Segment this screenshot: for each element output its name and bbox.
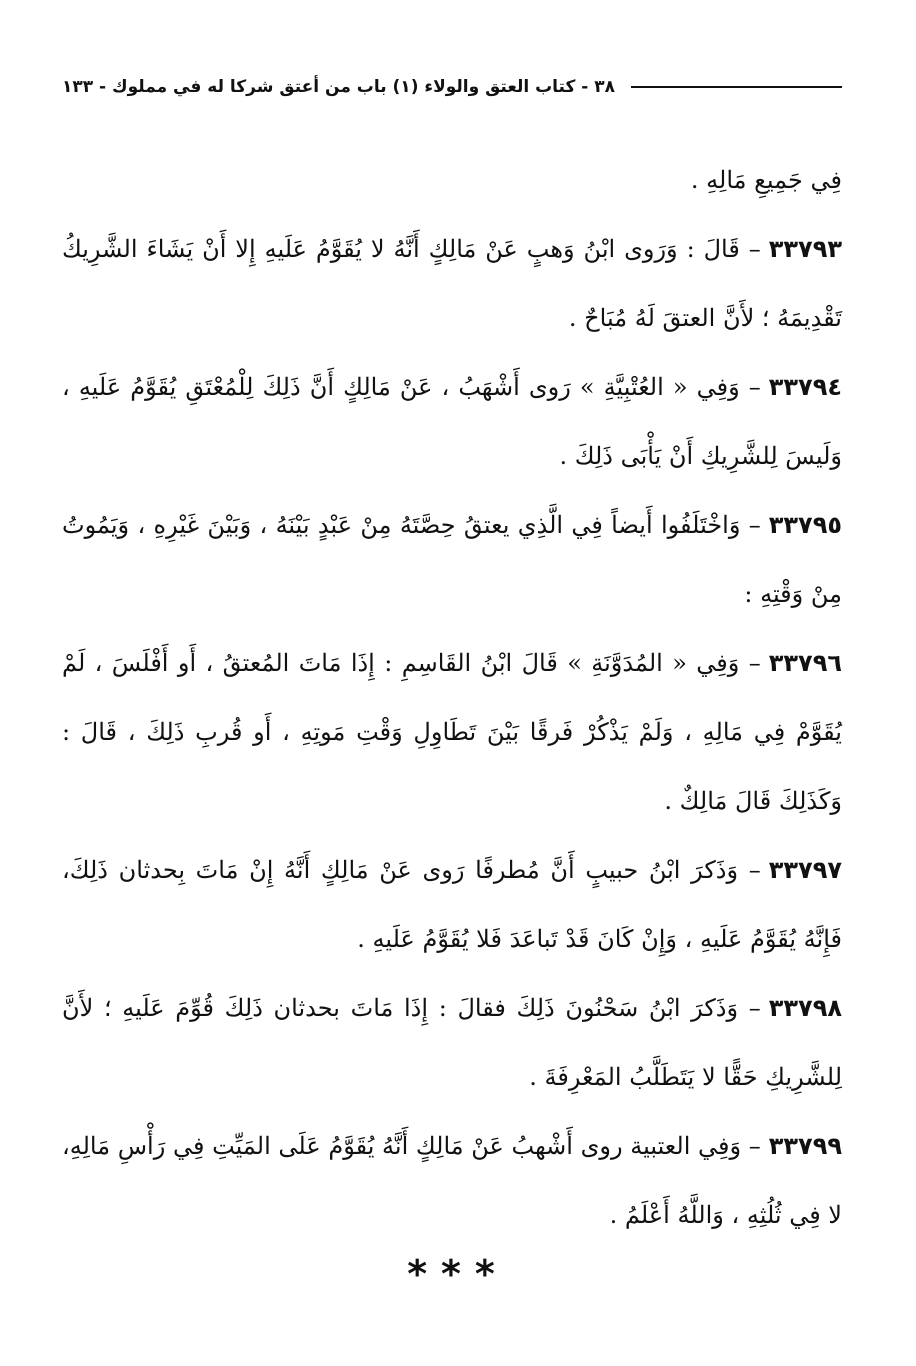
paragraph-text: – قَالَ : وَرَوى ابْنُ وَهبٍ عَنْ مَالِكٍ أَنَّهُ لا يُقَوَّمُ عَلَيهِ إِلا أَنْ يَشَاءَ الشَّرِيكُ تَقْدِيمَهُ ؛ لأَنَّ العتقَ لَهُ مُبَاحٌ . xyxy=(62,235,842,332)
paragraph-text: – وَذَكرَ ابْنُ سَحْنُونَ ذَلِكَ فقالَ : إِذَا مَاتَ بحدثان ذَلِكَ قُوِّمَ عَلَيهِ ؛ لأَنَّ لِلشَّرِيكِ حَقًّا لا يَتَطَلَّبُ المَعْرِفَةَ . xyxy=(62,994,842,1091)
paragraph xyxy=(62,146,842,215)
paragraph-number: ٣٣٧٩٦ xyxy=(768,649,842,677)
paragraph xyxy=(62,974,842,1112)
paragraph xyxy=(62,353,842,491)
running-header-title: ٣٨ - كتاب العتق والولاء (١) باب من أعتق شركا له في مملوك - ١٣٣ xyxy=(62,77,616,97)
page-header xyxy=(62,70,842,104)
paragraph-text: فِي جَمِيعِ مَالِهِ . xyxy=(690,166,842,194)
paragraph-number: ٣٣٧٩٥ xyxy=(768,511,842,539)
main-text xyxy=(62,146,842,1250)
paragraph-number: ٣٣٧٩٤ xyxy=(768,373,842,401)
paragraph xyxy=(62,1112,842,1250)
paragraph xyxy=(62,215,842,353)
paragraph xyxy=(62,629,842,836)
paragraph xyxy=(62,491,842,629)
paragraph-number: ٣٣٧٩٩ xyxy=(768,1132,842,1160)
paragraph-text: – وَاخْتَلَفُوا أَيضاً فِي الَّذِي يعتقُ حِصَّتَهُ مِنْ عَبْدٍ بَيْنَهُ ، وَبَيْنَ غَيْرِهِ ، وَيَمُوتُ مِنْ وَقْتِهِ : xyxy=(62,511,842,608)
paragraph-text: – وَذَكرَ ابْنُ حبيبٍ أَنَّ مُطرفًا رَوى عَنْ مَالِكٍ أَنَّهُ إِنْ مَاتَ بِحدثان ذَلِكَ، فَإِنَّهُ يُقَوَّمُ عَلَيهِ ، وَإِنْ كَانَ قَدْ تَباعَدَ فَلا يُقَوَّمُ عَلَيهِ . xyxy=(62,856,842,953)
paragraph-number: ٣٣٧٩٣ xyxy=(768,235,842,263)
paragraph-number: ٣٣٧٩٧ xyxy=(768,856,842,884)
header-rule xyxy=(631,86,842,88)
paragraph-text: – وَفِي « المُدَوَّنَةِ » قَالَ ابْنُ القَاسِمِ : إِذَا مَاتَ المُعتقُ ، أَو أَفْلَسَ ، لَمْ يُقَوَّمْ فِي مَالِهِ ، وَلَمْ يَذْكُرْ فَرقًا بَيْنَ تَطَاوِلِ وَقْتِ مَوتِهِ ، أَو قُربِ ذَلِكَ ، قَالَ : وَكَذَلِكَ قَالَ مَالِكٌ . xyxy=(62,649,842,815)
section-end-ornament: *** xyxy=(407,1252,509,1296)
paragraph xyxy=(62,836,842,974)
paragraph-number: ٣٣٧٩٨ xyxy=(768,994,842,1022)
paragraph-text: – وَفِي العتبية روى أَشْهبُ عَنْ مَالِكٍ أَنَّهُ يُقَوَّمُ عَلَى المَيِّتِ فِي رَأْسِ مَالِهِ، لا فِي ثُلُثِهِ ، وَاللَّهُ أَعْلَمُ . xyxy=(62,1132,842,1229)
paragraph-text: – وَفِي « العُتْبِيَّةِ » رَوى أَشْهَبُ ، عَنْ مَالِكٍ أَنَّ ذَلِكَ لِلْمُعْتَقِ يُقَوَّمُ عَلَيهِ ، وَلَيسَ لِلشَّرِيكِ أَنْ يَأْبَى ذَلِكَ . xyxy=(62,373,842,470)
